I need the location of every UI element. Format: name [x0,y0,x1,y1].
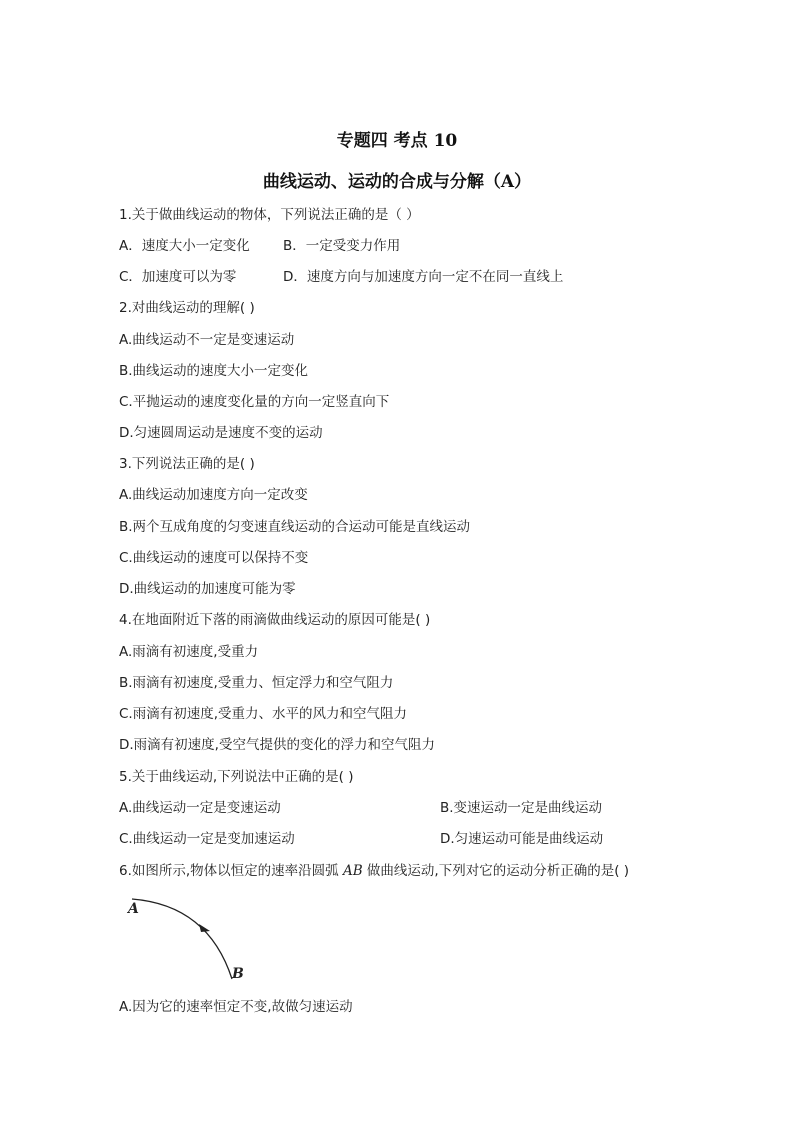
arrow-icon [199,924,210,932]
question-5-option-c: C.曲线运动一定是变加速运动 [119,831,295,847]
question-1-stem: 1.关于做曲线运动的物体，下列说法正确的是（ ） [119,207,420,223]
question-4-option-d: D.雨滴有初速度,受空气提供的变化的浮力和空气阻力 [119,737,435,753]
arc-ab [132,899,232,979]
question-1-option-a: A．速度大小一定变化 [119,238,250,254]
question-4-option-b: B.雨滴有初速度,受重力、恒定浮力和空气阻力 [119,675,394,691]
question-4-stem: 4.在地面附近下落的雨滴做曲线运动的原因可能是( ) [119,612,431,628]
question-6-stem-arc: AB [342,863,363,879]
page-title: 曲线运动、运动的合成与分解（A） [262,172,532,192]
arc-figure [120,893,260,983]
question-1-option-b: B．一定受变力作用 [283,238,401,254]
question-4-option-a: A.雨滴有初速度,受重力 [119,644,259,660]
question-5-option-d: D.匀速运动可能是曲线运动 [440,831,604,847]
question-3-option-b: B.两个互成角度的匀变速直线运动的合运动可能是直线运动 [119,519,471,535]
question-3-stem: 3.下列说法正确的是( ) [119,456,255,472]
question-3-option-c: C.曲线运动的速度可以保持不变 [119,550,309,566]
question-5-option-b: B.变速运动一定是曲线运动 [440,800,603,816]
question-2-option-a: A.曲线运动不一定是变速运动 [119,332,295,348]
question-6-option-a: A.因为它的速率恒定不变,故做匀速运动 [119,999,353,1015]
question-5-stem: 5.关于曲线运动,下列说法中正确的是( ) [119,769,354,785]
question-2-option-d: D.匀速圆周运动是速度不变的运动 [119,425,323,441]
topic-heading: 专题四 考点 10 [336,131,458,151]
question-6-stem-after: 做曲线运动,下列对它的运动分析正确的是( ) [362,863,630,879]
question-6-stem [119,861,629,881]
question-2-option-b: B.曲线运动的速度大小一定变化 [119,363,309,379]
question-1-option-c: C．加速度可以为零 [119,269,237,285]
question-2-stem: 2.对曲线运动的理解( ) [119,300,255,316]
question-2-option-c: C.平抛运动的速度变化量的方向一定竖直向下 [119,394,390,410]
question-1-option-d: D．速度方向与加速度方向一定不在同一直线上 [283,269,564,285]
question-6-stem-before: 6.如图所示,物体以恒定的速率沿圆弧 [119,863,343,879]
question-5-option-a: A.曲线运动一定是变速运动 [119,800,281,816]
question-3-option-a: A.曲线运动加速度方向一定改变 [119,487,308,503]
question-4-option-c: C.雨滴有初速度,受重力、水平的风力和空气阻力 [119,706,408,722]
point-a-label: A [128,901,139,917]
question-3-option-d: D.曲线运动的加速度可能为零 [119,581,296,597]
point-b-label: B [232,966,244,982]
